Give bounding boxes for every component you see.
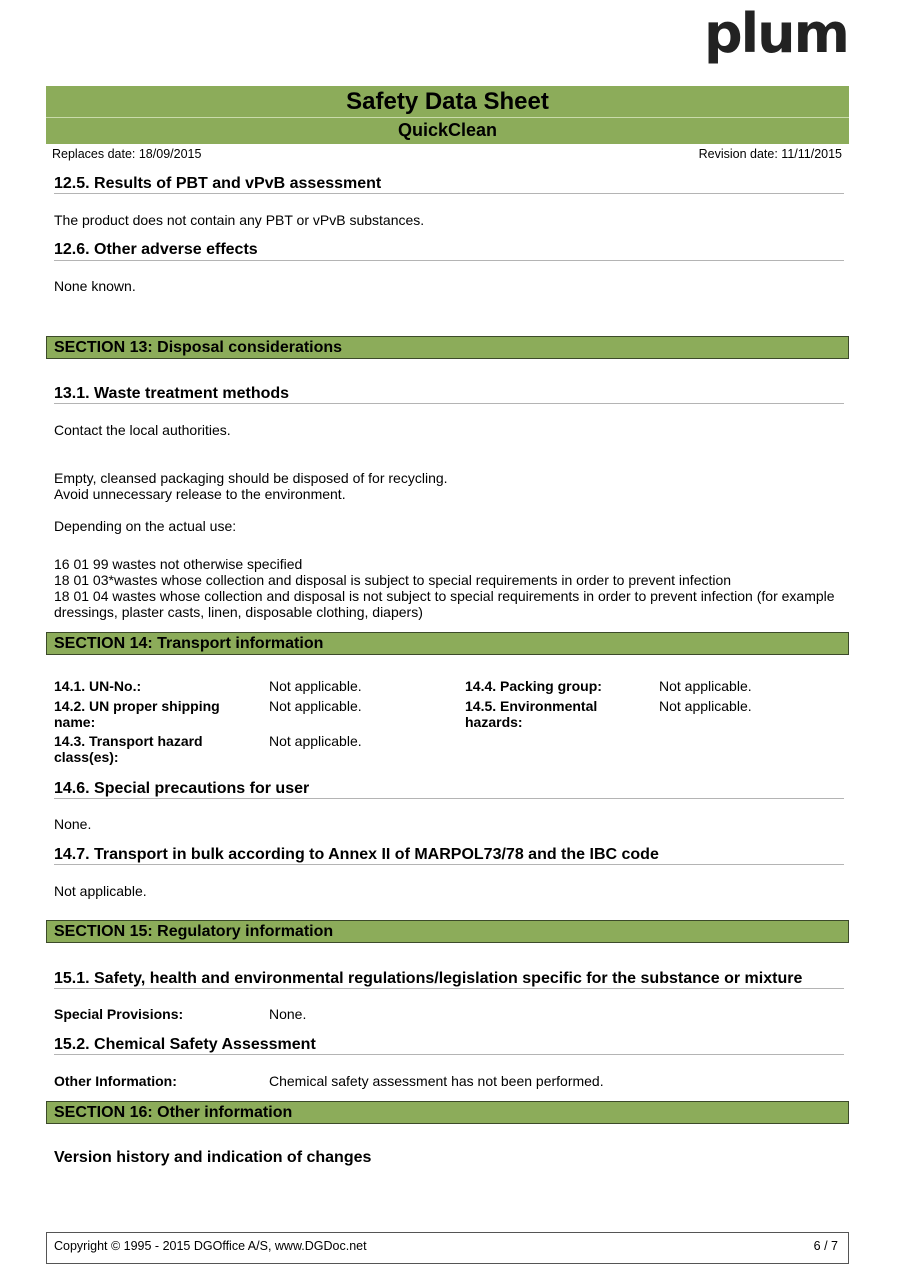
document-title: Safety Data Sheet <box>346 88 549 115</box>
heading-14-6: 14.6. Special precautions for user <box>54 780 310 797</box>
label-line: class(es): <box>54 749 119 765</box>
value-14-5: Not applicable. <box>659 698 752 714</box>
rule <box>54 988 844 989</box>
label-line: hazards: <box>465 714 523 730</box>
rule <box>54 403 844 404</box>
title-divider <box>46 117 849 118</box>
rule <box>54 193 844 194</box>
waste-code-line: 18 01 04 wastes whose collection and disposal is not subject to special requirements in order to prevent infection (for example <box>54 588 835 604</box>
label-14-1 <box>54 678 141 694</box>
text-13-packaging-line: Empty, cleansed packaging should be disposed of for recycling. <box>54 470 448 486</box>
section-13-header: SECTION 13: Disposal considerations <box>46 336 849 359</box>
section-15-header: SECTION 15: Regulatory information <box>46 920 849 943</box>
value-other-information: Chemical safety assessment has not been performed. <box>269 1073 604 1089</box>
label-line: 14.3. Transport hazard <box>54 733 203 749</box>
waste-code-line: dressings, plaster casts, linen, disposable clothing, diapers) <box>54 604 423 620</box>
label-14-2 <box>54 698 220 730</box>
label-line: 14.5. Environmental <box>465 698 598 714</box>
label-line: name: <box>54 714 96 730</box>
text-14-7: Not applicable. <box>54 883 147 899</box>
heading-version-history: Version history and indication of changes <box>54 1149 372 1166</box>
rule <box>54 1054 844 1055</box>
label-14-5 <box>465 698 597 730</box>
label-14-4 <box>465 678 602 694</box>
waste-codes <box>54 556 835 620</box>
section-14-header: SECTION 14: Transport information <box>46 632 849 655</box>
replaces-date: Replaces date: 18/09/2015 <box>52 147 202 161</box>
heading-15-1: 15.1. Safety, health and environmental regulations/legislation specific for the substance or mixture <box>54 970 803 987</box>
heading-14-7: 14.7. Transport in bulk according to Annex II of MARPOL73/78 and the IBC code <box>54 846 659 863</box>
text-12-6: None known. <box>54 278 136 294</box>
text-13-release-line: Avoid unnecessary release to the environment. <box>54 486 346 502</box>
text-12-5: The product does not contain any PBT or vPvB substances. <box>54 212 425 228</box>
label-14-3 <box>54 733 203 765</box>
text-13-contact: Contact the local authorities. <box>54 422 231 438</box>
rule <box>54 260 844 261</box>
heading-12-5: 12.5. Results of PBT and vPvB assessment <box>54 175 382 192</box>
label-other-information: Other Information: <box>54 1073 177 1089</box>
page-footer <box>46 1232 849 1264</box>
label-line: 14.1. UN-No.: <box>54 678 142 694</box>
label-line: 14.4. Packing group: <box>465 678 602 694</box>
value-special-provisions: None. <box>269 1006 307 1022</box>
value-14-1: Not applicable. <box>269 678 362 694</box>
text-14-6: None. <box>54 816 92 832</box>
heading-13-1: 13.1. Waste treatment methods <box>54 385 290 402</box>
label-special-provisions: Special Provisions: <box>54 1006 184 1022</box>
page-number: 6 / 7 <box>813 1239 838 1253</box>
value-14-3: Not applicable. <box>269 733 362 749</box>
value-14-2: Not applicable. <box>269 698 362 714</box>
rule <box>54 798 844 799</box>
value-14-4: Not applicable. <box>659 678 752 694</box>
heading-12-6: 12.6. Other adverse effects <box>54 241 258 258</box>
revision-date: Revision date: 11/11/2015 <box>698 147 842 161</box>
waste-code-line: 16 01 99 wastes not otherwise specified <box>54 556 303 572</box>
plum-logo: plum <box>704 2 848 65</box>
product-name: QuickClean <box>397 120 498 140</box>
waste-code-line: 18 01 03*wastes whose collection and disposal is subject to special requirements in order to prevent infection <box>54 572 732 588</box>
rule <box>54 864 844 865</box>
heading-15-2: 15.2. Chemical Safety Assessment <box>54 1036 316 1053</box>
label-line: 14.2. UN proper shipping <box>54 698 220 714</box>
copyright-text: Copyright © 1995 - 2015 DGOffice A/S, www.DGDoc.net <box>54 1239 367 1253</box>
text-13-packaging <box>54 470 448 502</box>
document-title-bar <box>46 86 849 144</box>
text-13-depending: Depending on the actual use: <box>54 518 237 534</box>
section-16-header: SECTION 16: Other information <box>46 1101 849 1124</box>
